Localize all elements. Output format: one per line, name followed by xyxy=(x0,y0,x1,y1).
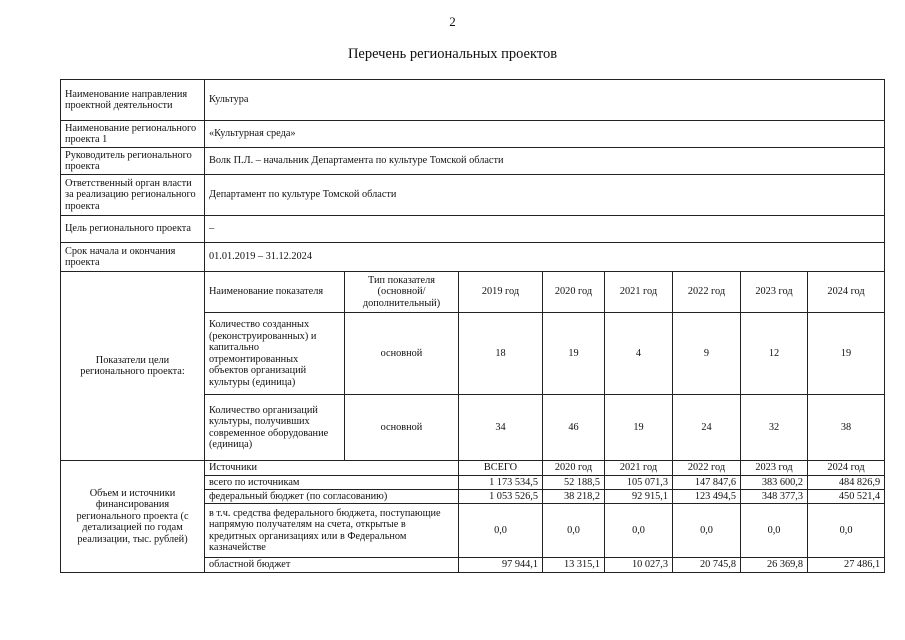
funding-value: 147 847,6 xyxy=(673,476,741,490)
indicators-section-label: Показатели цели регионального проекта: xyxy=(61,272,205,461)
funding-section-label: Объем и источники финансирования регионального проекта (с детализацией по годам реализации, тыс. рублей) xyxy=(61,461,205,573)
info-row xyxy=(61,80,885,121)
funding-value: 348 377,3 xyxy=(741,490,808,504)
funding-value: 0,0 xyxy=(459,504,543,558)
indicator-type: основной xyxy=(345,395,459,461)
funding-value: 97 944,1 xyxy=(459,558,543,573)
funding-source: федеральный бюджет (по согласованию) xyxy=(205,490,459,504)
funding-value: 1 053 526,5 xyxy=(459,490,543,504)
info-label: Срок начала и окончания проекта xyxy=(61,243,205,272)
info-label: Наименование направления проектной деятельности xyxy=(61,80,205,121)
funding-value: 27 486,1 xyxy=(808,558,885,573)
funding-value: 20 745,8 xyxy=(673,558,741,573)
info-value: – xyxy=(205,216,885,243)
funding-value: 0,0 xyxy=(543,504,605,558)
funding-value: 52 188,5 xyxy=(543,476,605,490)
info-label: Наименование регионального проекта 1 xyxy=(61,121,205,148)
indicator-value: 46 xyxy=(543,395,605,461)
funding-value: 26 369,8 xyxy=(741,558,808,573)
page-number: 2 xyxy=(449,14,456,29)
document-title: Перечень региональных проектов xyxy=(347,46,558,62)
indicator-value: 34 xyxy=(459,395,543,461)
funding-col-header: 2024 год xyxy=(808,461,885,476)
indicator-value: 19 xyxy=(605,395,673,461)
funding-source: всего по источникам xyxy=(205,476,459,490)
funding-source: в т.ч. средства федерального бюджета, поступающие напрямую получателям на счета, открытые в кредитных организациях или в Федеральном казначействе xyxy=(205,504,459,558)
indicator-year-header: 2020 год xyxy=(543,272,605,313)
indicator-type: основной xyxy=(345,313,459,395)
indicator-value: 19 xyxy=(543,313,605,395)
funding-col-header: ВСЕГО xyxy=(459,461,543,476)
funding-value: 0,0 xyxy=(808,504,885,558)
indicator-year-header: 2019 год xyxy=(459,272,543,313)
funding-value: 10 027,3 xyxy=(605,558,673,573)
info-label: Ответственный орган власти за реализацию регионального проекта xyxy=(61,175,205,216)
indicator-value: 19 xyxy=(808,313,885,395)
indicator-name: Количество созданных (реконструированных) и капитально отремонтированных объектов организаций культуры (единица) xyxy=(205,313,345,395)
info-row xyxy=(61,175,885,216)
funding-value: 450 521,4 xyxy=(808,490,885,504)
info-row xyxy=(61,121,885,148)
info-value: Культура xyxy=(205,80,885,121)
info-row xyxy=(61,216,885,243)
funding-col-header: 2021 год xyxy=(605,461,673,476)
info-label: Руководитель регионального проекта xyxy=(61,148,205,175)
indicator-value: 24 xyxy=(673,395,741,461)
funding-value: 38 218,2 xyxy=(543,490,605,504)
funding-value: 123 494,5 xyxy=(673,490,741,504)
funding-source-header: Источники xyxy=(205,461,459,476)
funding-source: областной бюджет xyxy=(205,558,459,573)
funding-col-header: 2023 год xyxy=(741,461,808,476)
funding-value: 13 315,1 xyxy=(543,558,605,573)
indicator-year-header: 2021 год xyxy=(605,272,673,313)
info-row xyxy=(61,148,885,175)
info-value: Волк П.Л. – начальник Департамента по культуре Томской области xyxy=(205,148,885,175)
funding-value: 105 071,3 xyxy=(605,476,673,490)
indicator-year-header: 2022 год xyxy=(673,272,741,313)
indicator-year-header: 2024 год xyxy=(808,272,885,313)
funding-col-header: 2022 год xyxy=(673,461,741,476)
indicator-name: Количество организаций культуры, получивших современное оборудование (единица) xyxy=(205,395,345,461)
funding-header-row xyxy=(61,461,885,476)
indicator-value: 18 xyxy=(459,313,543,395)
funding-value: 383 600,2 xyxy=(741,476,808,490)
table-body xyxy=(61,80,885,573)
info-label: Цель регионального проекта xyxy=(61,216,205,243)
info-value: 01.01.2019 – 31.12.2024 xyxy=(205,243,885,272)
funding-value: 1 173 534,5 xyxy=(459,476,543,490)
funding-value: 484 826,9 xyxy=(808,476,885,490)
indicator-value: 32 xyxy=(741,395,808,461)
funding-value: 92 915,1 xyxy=(605,490,673,504)
indicator-value: 4 xyxy=(605,313,673,395)
indicator-value: 9 xyxy=(673,313,741,395)
funding-value: 0,0 xyxy=(605,504,673,558)
regional-projects-table xyxy=(60,79,885,573)
funding-col-header: 2020 год xyxy=(543,461,605,476)
info-value: «Культурная среда» xyxy=(205,121,885,148)
indicator-header-row xyxy=(61,272,885,313)
indicator-type-header: Тип показателя (основной/дополнительный) xyxy=(345,272,459,313)
indicator-name-header: Наименование показателя xyxy=(205,272,345,313)
funding-value: 0,0 xyxy=(673,504,741,558)
info-value: Департамент по культуре Томской области xyxy=(205,175,885,216)
funding-value: 0,0 xyxy=(741,504,808,558)
indicator-value: 38 xyxy=(808,395,885,461)
info-row xyxy=(61,243,885,272)
indicator-value: 12 xyxy=(741,313,808,395)
indicator-year-header: 2023 год xyxy=(741,272,808,313)
